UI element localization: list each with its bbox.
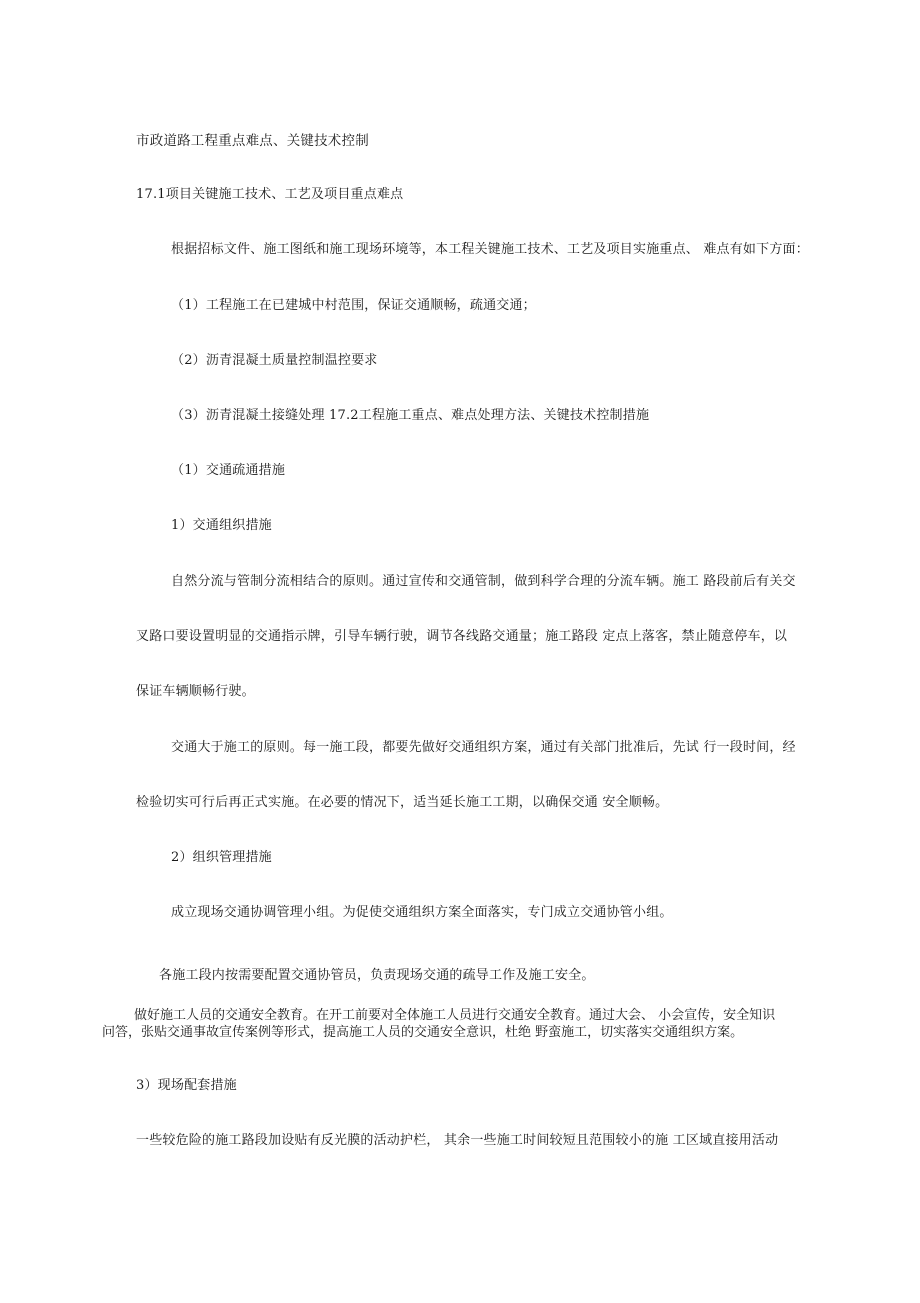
paragraph-5: [102, 1007, 802, 1041]
paragraph-1-line-1: 自然分流与管制分流相结合的原则。通过宣传和交通管制，做到科学合理的分流车辆。施工 路段前后有关交: [171, 574, 796, 589]
paragraph-2-line-2: 检验切实可行后再正式实施。在必要的情况下，适当延长施工工期，以确保交通 安全顺畅。: [136, 795, 669, 810]
list-item-1: （1）工程施工在已建城中村范围，保证交通顺畅，疏通交通；: [171, 298, 536, 313]
paragraph-5-line-1: 做好施工人员的交通安全教育。在开工前要对全体施工人员进行交通安全教育。通过大会、 小会宣传，安全知识: [134, 1008, 776, 1023]
intro-paragraph: 根据招标文件、施工图纸和施工现场环境等，本工程关键施工技术、工艺及项目实施重点、 难点有如下方面：: [171, 242, 809, 257]
paragraph-4: 各施工段内按需要配置交通协管员，负责现场交通的疏导工作及施工安全。: [159, 968, 595, 983]
measure-heading-1: （1）交通疏通措施: [171, 463, 286, 478]
paragraph-1-line-3: 保证车辆顺畅行驶。: [136, 684, 255, 699]
document-title: 市政道路工程重点难点、关键技术控制: [136, 133, 369, 149]
paragraph-1-line-2: 叉路口要设置明显的交通指示牌，引导车辆行驶，调节各线路交通量；施工路段 定点上落客，禁止随意停车，以: [136, 629, 788, 644]
sub-heading-2: 2）组织管理措施: [171, 850, 272, 865]
paragraph-3: 成立现场交通协调管理小组。为促使交通组织方案全面落实，专门成立交通协管小组。: [171, 905, 673, 920]
list-item-3: （3）沥青混凝土接缝处理 17.2工程施工重点、难点处理方法、关键技术控制措施: [171, 408, 650, 423]
sub-heading-3: 3）现场配套措施: [136, 1078, 237, 1093]
section-heading-17-1: 17.1项目关键施工技术、工艺及项目重点难点: [136, 187, 404, 202]
list-item-2: （2）沥青混凝土质量控制温控要求: [171, 353, 378, 368]
paragraph-6: 一些较危险的施工路段加设贴有反光膜的活动护栏， 其余一些施工时间较短且范围较小的施 工区域直接用活动: [136, 1133, 779, 1148]
paragraph-5-line-2: 问答，张贴交通事故宣传案例等形式，提高施工人员的交通安全意识，杜绝 野蛮施工，切实落实交通组织方案。: [102, 1025, 744, 1040]
sub-heading-1: 1）交通组织措施: [171, 518, 272, 533]
paragraph-2-line-1: 交通大于施工的原则。每一施工段，都要先做好交通组织方案，通过有关部门批准后，先试 行一段时间，经: [171, 740, 796, 755]
